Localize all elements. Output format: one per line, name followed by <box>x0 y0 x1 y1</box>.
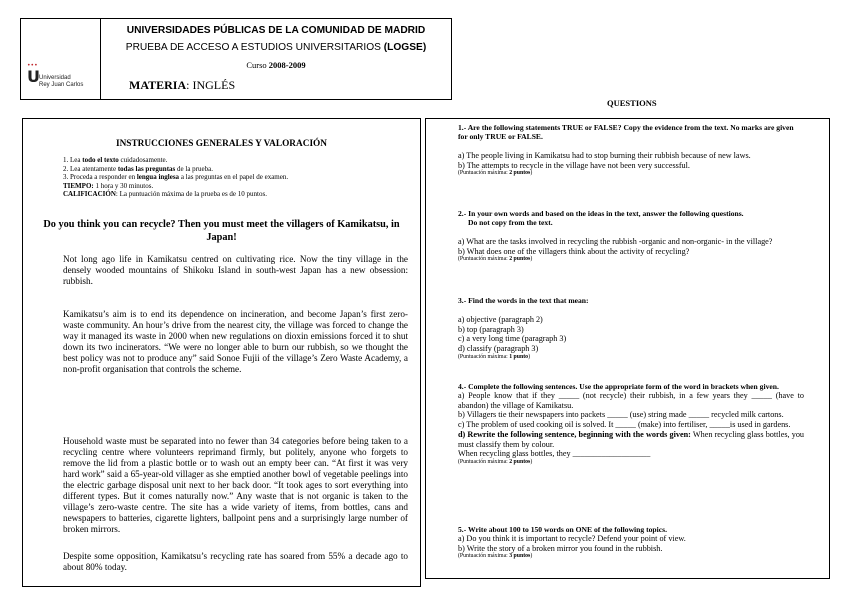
instructions-list <box>63 156 403 199</box>
article-paragraph-1: Not long ago life in Kamikatsu centred on cultivating rice. Now the tiny village in the densely wooded mountains of Shikoku Island in south-west Japan has a new obsession: rubbish. <box>63 254 408 286</box>
question-1: 1.- Are the following statements TRUE or FALSE? Copy the evidence from the text. No marks are given for only TRUE or FALSE. a) The people living in Kamikatsu had to stop burning their rubbish because of new laws. b) The attempts to recycle in the village have not been very successful. (Puntuación máxima: 2 puntos) <box>458 123 794 177</box>
header-title: UNIVERSIDADES PÚBLICAS DE LA COMUNIDAD DE MADRID <box>126 25 426 36</box>
instruction-item: 1. Lea todo el texto cuidadosamente. <box>63 156 168 164</box>
university-logo <box>21 19 101 99</box>
instructions-title: INSTRUCCIONES GENERALES Y VALORACIÓN <box>115 139 328 149</box>
question-2: 2.- In your own words and based on the ideas in the text, answer the following questions. Do not copy from the text. a) What are the tasks involved in recycling the rubbish -organic and non-organic- in the village? b) What does one of the villagers think about the activity of recycling? (Puntuación máxima: 2 puntos) <box>458 209 773 263</box>
question-5: 5.- Write about 100 to 150 words on ONE of the following topics. a) Do you think it is important to recycle? Defend your point of view. b) Write the story of a broken mirror you found in the rubbish. (Puntuación máxima: 3 puntos) <box>458 525 686 560</box>
urjc-logo-icon: ••• U <box>27 62 40 86</box>
logo-caption: Universidad Rey Juan Carlos <box>39 75 84 88</box>
questions-panel <box>425 118 830 579</box>
question-4: 4.- Complete the following sentences. Use the appropriate form of the word in brackets when given. a) People know that if they _____ (not recycle) their rubbish, in a few years they _____ (have to abandon) the village of Kamikatsu. b) Villagers tie their newspapers into packets _____ (use) string made _____ recycled milk cartons. c) The problem of used cooking oil is solved. It _____ (make) into fertiliser, _____is used in gardens. d) Rewrite the following sentence, beginning with the words given: When recycling glass bottles, you must classify them by colour. When recycling glass bottles, they ___________________ (Puntuación máxima: 2 puntos) <box>458 382 805 465</box>
instruction-item: 2. Lea atentamente todas las preguntas de la prueba. <box>63 164 213 173</box>
header-titles <box>101 19 451 99</box>
instruction-item: 3. Proceda a responder en lengua inglesa a las preguntas en el papel de examen. <box>63 173 289 182</box>
instructions-and-text-panel <box>22 118 421 587</box>
header-subtitle: PRUEBA DE ACCESO A ESTUDIOS UNIVERSITARIOS (LOGSE) <box>125 42 427 53</box>
exam-header <box>20 18 452 100</box>
article-title: Do you think you can recycle? Then you must meet the villagers of Kamikatsu, in Japan! <box>43 219 400 243</box>
header-subject: MATERIA: INGLÉS <box>129 78 236 92</box>
header-course: Curso 2008-2009 <box>246 60 306 70</box>
instruction-grade: CALIFICACIÓN: La puntuación máxima de la prueba es de 10 puntos. <box>63 190 267 199</box>
instruction-time: TIEMPO: 1 hora y 30 minutos. <box>63 181 154 190</box>
article-paragraph-3: Household waste must be separated into no fewer than 34 categories before being taken to a recycling centre where volunteers reprimand firmly, but politely, anyone who forgets to remove the lid from a plastic bottle or to wash out an empty beer can. “At first it was very hard work” said a 65-year-old villager as she emptied another bowl of vegetable peelings into the electric garbage disposal unit next to her back door. “It took ages to sort everything into different types. But it comes naturally now.” Any waste that is not organic is taken to the village’s zero-waste centre. The site has a wide variety of items, from bottles, cans and newspapers to batteries, cigarette lighters, ballpoint pens and a surprisingly large number of broken mirrors. <box>63 436 408 534</box>
questions-heading: QUESTIONS <box>607 98 657 108</box>
question-3: 3.- Find the words in the text that mean: a) objective (paragraph 2) b) top (paragraph 3) c) a very long time (paragraph 3) d) classify (paragraph 3) (Puntuación máxima: 1 punto) <box>458 296 589 360</box>
article-paragraph-2: Kamikatsu’s aim is to end its dependence on incineration, and become Japan’s first zero-waste community. An hour’s drive from the nearest city, the village was forced to change the way it managed its waste in 2000 when new regulations on dioxin emissions forced it to shut down its two incinerators. “We were no longer able to burn our rubbish, so we thought the best policy was not to produce any” said Sonoe Fujii of the village’s Zero Waste Academy, a non-profit organisation that controls the scheme. <box>63 309 408 374</box>
article-paragraph-4: Despite some opposition, Kamikatsu’s recycling rate has soared from 55% a decade ago to about 80% today. <box>63 551 408 572</box>
